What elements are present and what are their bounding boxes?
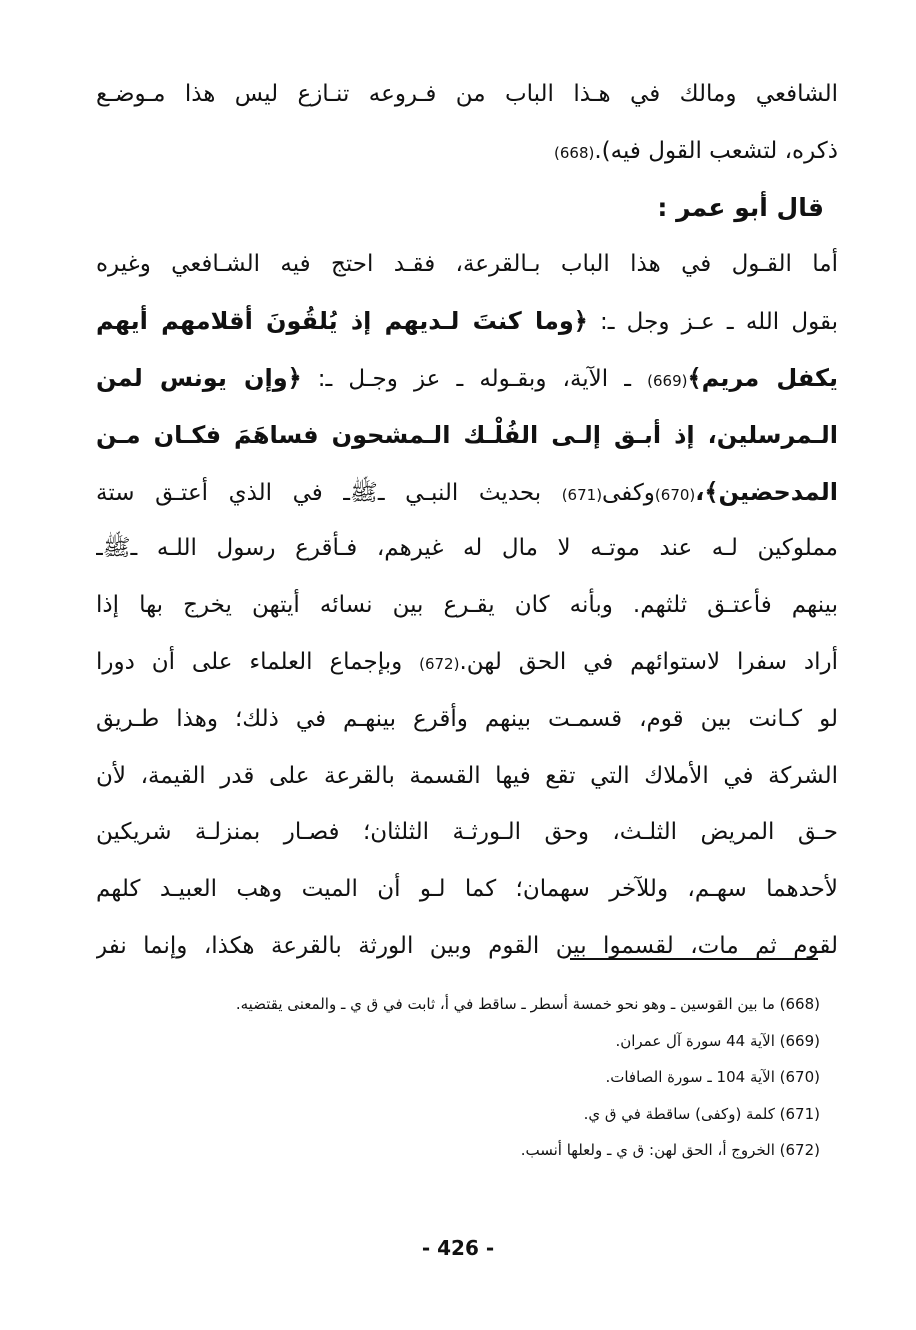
quran-quote: ﴿وما كنتَ لـديهم إذ يُلقُونَ أقلامهم أيهم	[96, 307, 588, 336]
text-line: الشافعي ومالك في هـذا الباب من فـروعه تنـازع ليس هذا مـوضـع	[96, 81, 838, 107]
footnote-ref[interactable]: (670)	[654, 485, 696, 504]
footnote-ref[interactable]: (672)	[419, 654, 460, 673]
text-line	[96, 407, 838, 464]
footnote-ref[interactable]: (668)	[554, 143, 595, 162]
text-line: مملوكين لـه عند موتـه لا مال له غيرهم، فـأقرع رسول اللـه ـﷺـ	[96, 535, 838, 562]
footnote: (672) الخروج أ، الحق لهن: ق ي ـ ولعلها أنسب.	[520, 1141, 820, 1159]
footnote: (668) ما بين القوسين ـ وهو نحو خمسة أسطر ـ ساقط في أ، ثابت في ق ي ـ والمعنى يقتضيه.	[235, 995, 820, 1013]
quran-quote: المدحضين﴾،	[695, 477, 838, 506]
footnotes	[140, 986, 820, 1169]
text-line: الشركة في الأملاك التي تقع فيها القسمة بالقرعة على قدر القيمة، لأن	[96, 762, 838, 789]
text-line: ذكره، لتشعب القول فيه).(668)	[554, 137, 838, 164]
main-text	[96, 66, 838, 975]
text-line: أما القـول في هذا الباب بـالقرعة، فقـد احتج فيه الشـافعي وغيره	[96, 251, 838, 278]
quran-quote: يكفل مريم﴾	[687, 363, 838, 392]
text-line: يكفل مريم﴾(669) ـ الآية، وبقـوله ـ عز وجـل ـ: ﴿وإن يونس لمن	[96, 363, 838, 392]
text-line: أراد سفرا لاستوائهم في الحق لهن.(672) وبإجماع العلماء على أن دورا	[96, 648, 838, 675]
text-line: لأحدهما سهـم، وللآخر سهمان؛ كما لـو أن الميت وهب العبيـد كلهم	[96, 876, 838, 903]
text-line: حـق المريض الثلـث، وحق الـورثـة الثلثان؛ فصـار بمنزلـة شريكين	[96, 819, 838, 846]
page-number: - 426 -	[421, 1236, 495, 1260]
footnote: (669) الآية 44 سورة آل عمران.	[615, 1031, 820, 1050]
text-line: لقوم ثم مات، لقسموا بين القوم وبين الورثة بالقرعة هكذا، وإنما نفر	[96, 932, 838, 959]
footnote-separator	[570, 958, 818, 960]
text-line: المدحضين﴾،(670)وكفى(671) بحديث النبـي ـﷺـ في الذي أعتـق ستة	[96, 477, 838, 506]
text-line: بقول الله ـ عـز وجل ـ: ﴿وما كنتَ لـديهم إذ يُلقُونَ أقلامهم أيهم	[96, 307, 838, 336]
quran-quote: الـمرسلين، إذ أبـق إلـى الفُلْـك الـمشحون فساهَمَ فكـان مـن	[96, 420, 838, 449]
text-line: لو كـانت بين قوم، قسمـت بينهم وأقرع بينهـم في ذلك؛ وهذا طـريق	[96, 705, 838, 732]
footnote-ref[interactable]: (671)	[561, 485, 603, 504]
quran-quote: ﴿وإن يونس لمن	[96, 363, 302, 392]
section-heading: قال أبو عمر :	[657, 192, 824, 222]
text-line: بينهم فأعتـق ثلثهم. وبأنه كان يقـرع بين نسائه أيتهن يخرج بها إذا	[96, 592, 838, 619]
footnote-ref[interactable]: (669)	[647, 371, 688, 390]
footnote: (671) كلمة (وكفى) ساقطة في ق ي.	[583, 1104, 820, 1123]
footnote: (670) الآية 104 ـ سورة الصافات.	[605, 1068, 820, 1086]
